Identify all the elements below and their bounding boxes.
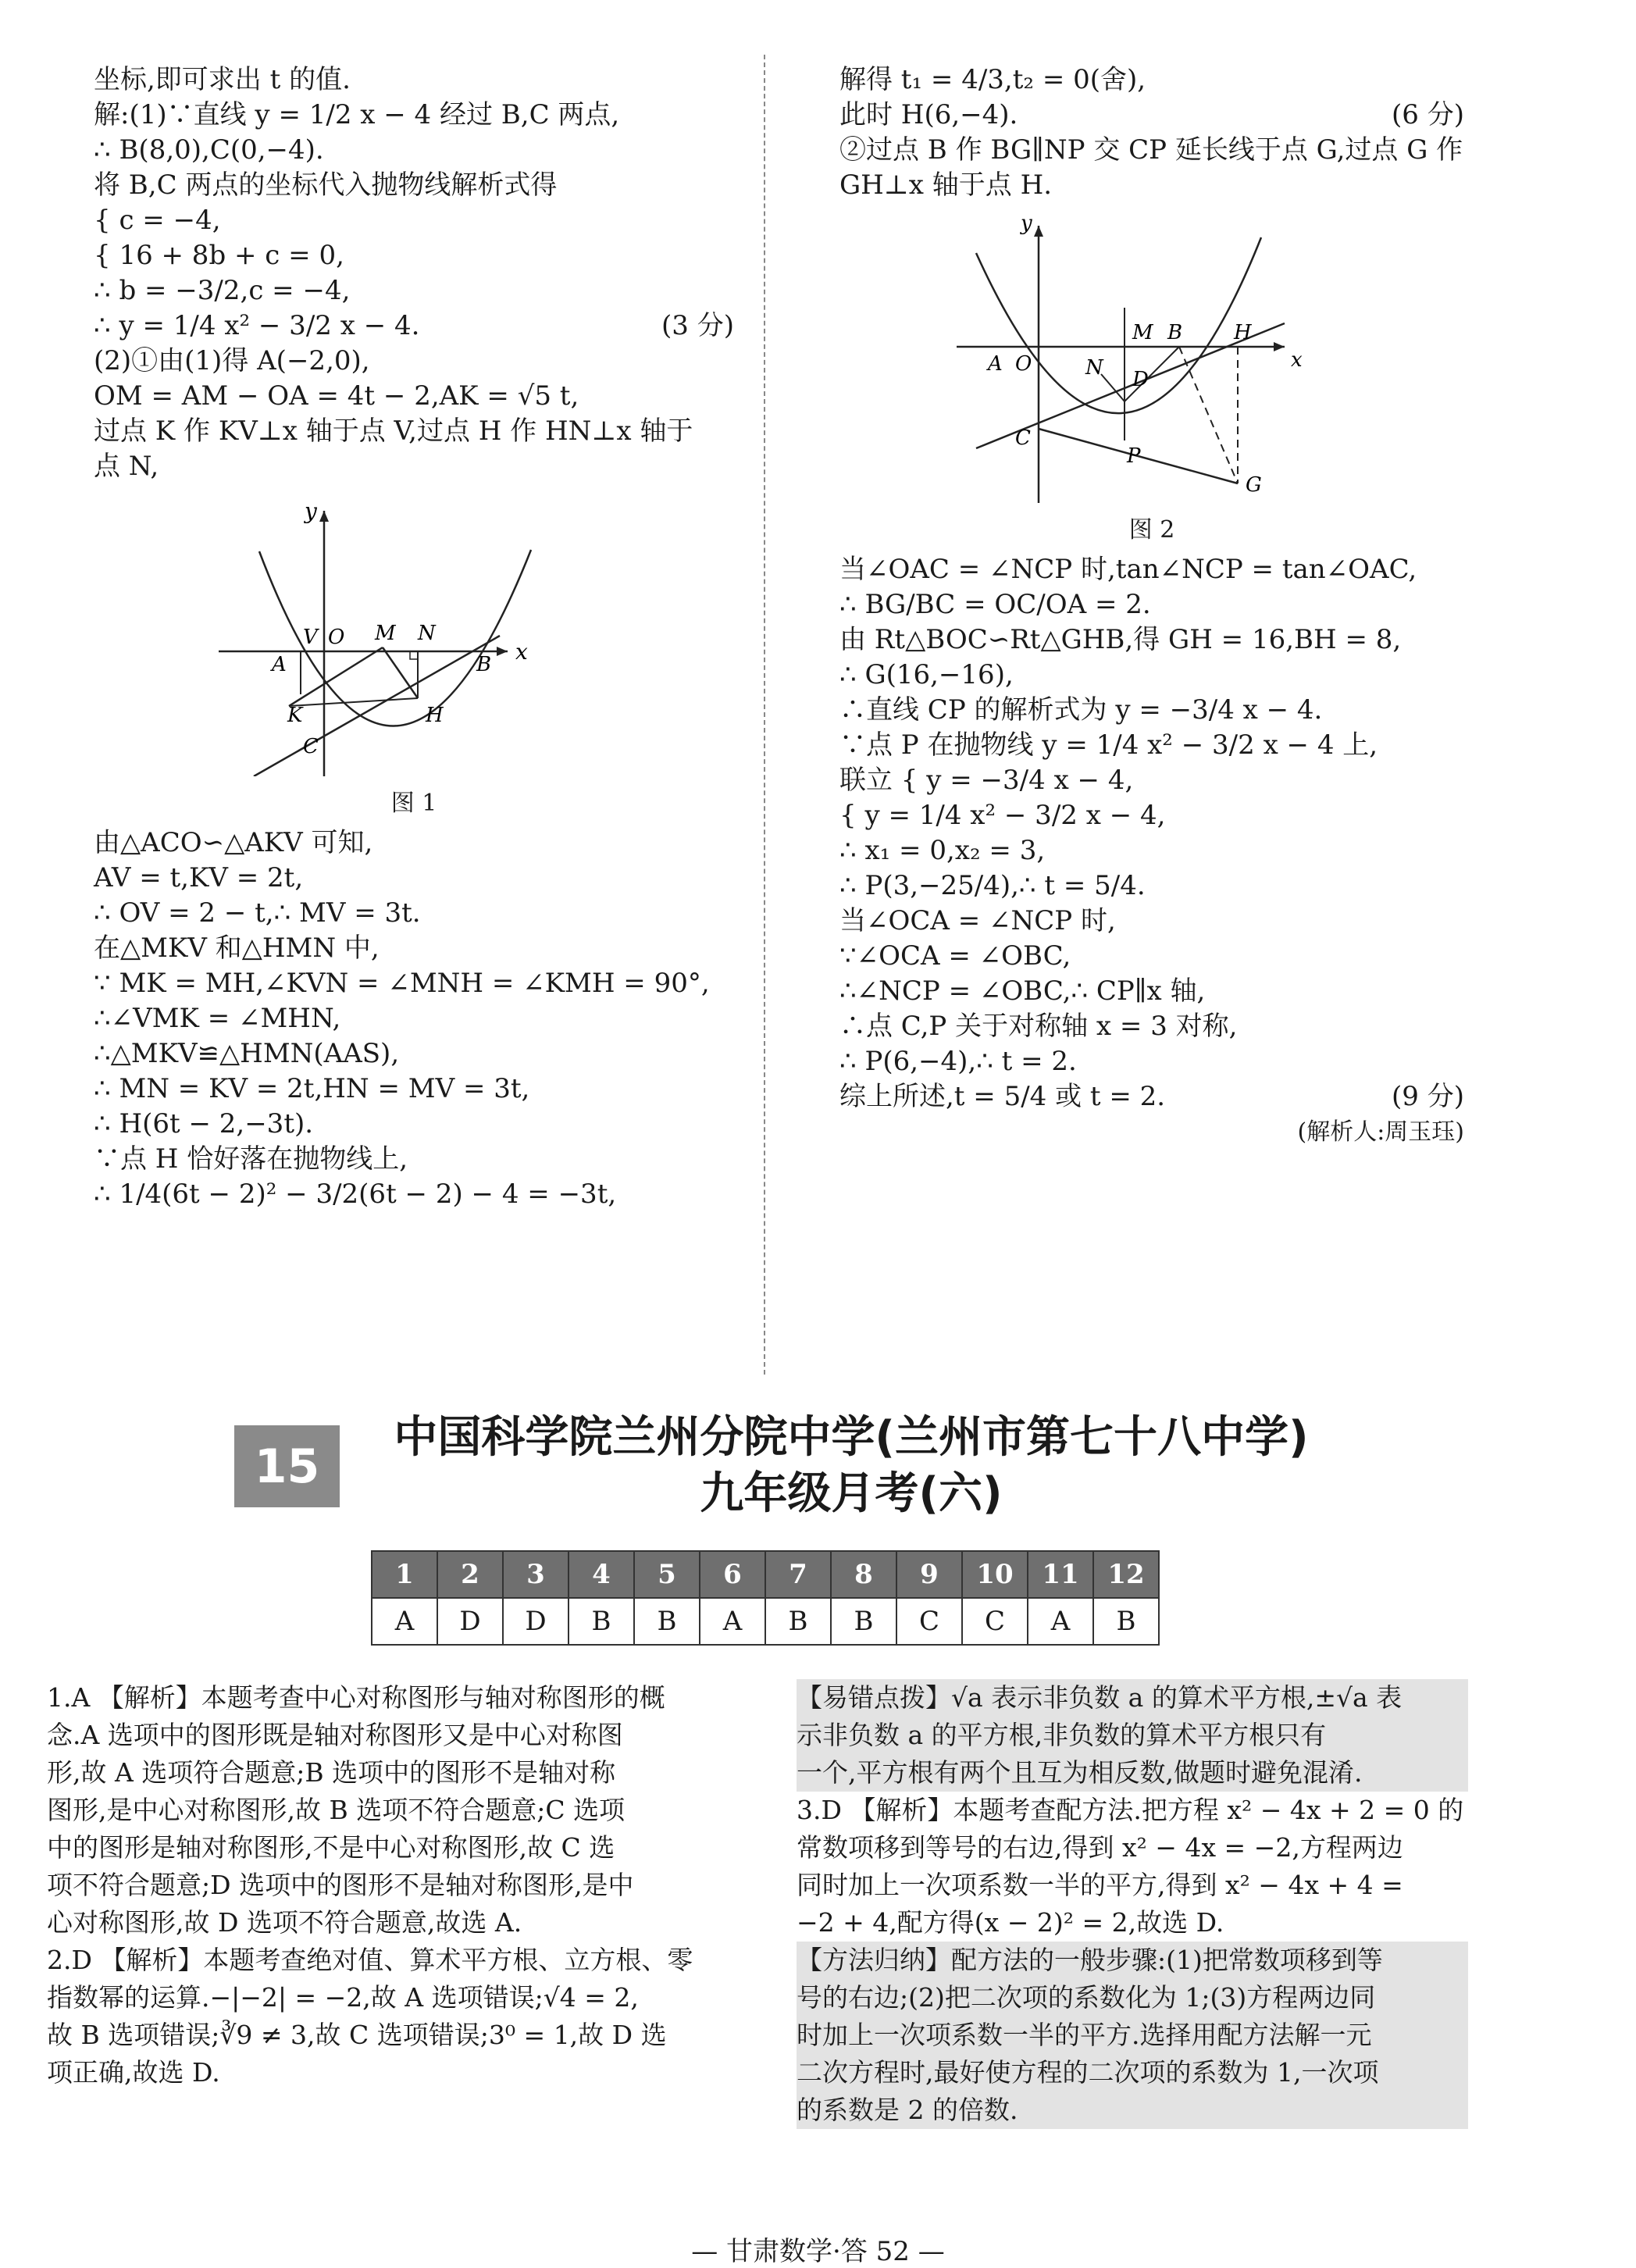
right-col-c-line: ∴ G(16,−16), xyxy=(839,659,1014,690)
answer-table-number-cell: 6 xyxy=(700,1551,765,1598)
answer-table-answer-cell: C xyxy=(896,1598,962,1645)
question-3-explanation xyxy=(797,1792,1468,1942)
fig1-label-A: A xyxy=(272,653,287,676)
score-line-2 xyxy=(839,98,1464,133)
page-footer: — 甘肃数学·答 52 — xyxy=(691,2236,945,2267)
column-divider xyxy=(764,55,765,1375)
bottom-right-method-line: 号的右边;(2)把二次项的系数化为 1;(3)方程两边同 xyxy=(797,1982,1376,2013)
answer-table-answer-cell: B xyxy=(765,1598,831,1645)
figure-2 xyxy=(839,214,1464,547)
fig1-label-H: H xyxy=(426,704,444,727)
score-line-3-text: 综上所述,t = 5/4 或 t = 2. xyxy=(839,1081,1166,1112)
bottom-left-column xyxy=(47,1679,734,2091)
bottom-right-column xyxy=(797,1679,1468,2129)
analyst-credit: (解析人:周玉珏) xyxy=(1297,1118,1464,1146)
left-col-b-line: 过点 K 作 KV⊥x 轴于点 V,过点 H 作 HN⊥x 轴于 xyxy=(94,415,693,447)
left-col-c-line: ∴ OV = 2 − t,∴ MV = 3t. xyxy=(94,897,421,929)
bottom-left-lines xyxy=(47,1679,734,2091)
fig1-label-N: N xyxy=(418,622,436,645)
bottom-left-line: 形,故 A 选项符合题意;B 选项中的图形不是轴对称 xyxy=(47,1757,616,1788)
fig2-label-G: G xyxy=(1246,473,1262,497)
section-title xyxy=(363,1410,1339,1522)
fig1-label-K: K xyxy=(287,704,303,727)
fig2-label-A: A xyxy=(988,352,1003,376)
figure-2-diagram xyxy=(839,214,1464,503)
left-col-b-line: (2)①由(1)得 A(−2,0), xyxy=(94,345,370,376)
right-col-c-line: ∵∠OCA = ∠OBC, xyxy=(839,940,1071,972)
right-col-c-line: ∴ P(3,−25/4),∴ t = 5/4. xyxy=(839,870,1146,901)
left-col-line: { c = −4, xyxy=(94,205,221,236)
fig2-label-M: M xyxy=(1132,321,1153,344)
left-col-line: 将 B,C 两点的坐标代入抛物线解析式得 xyxy=(94,169,558,201)
fig1-label-M: M xyxy=(375,622,396,645)
score-line-1 xyxy=(94,308,734,344)
bottom-right-q3-line: 3.D 【解析】本题考查配方法.把方程 x² − 4x + 2 = 0 的 xyxy=(797,1795,1464,1825)
left-col-c-line: 在△MKV 和△HMN 中, xyxy=(94,933,380,964)
answer-table-answer-cell: D xyxy=(437,1598,503,1645)
right-col-c-line: { y = 1/4 x² − 3/2 x − 4, xyxy=(839,800,1166,831)
figure-1-diagram xyxy=(94,495,734,776)
left-col-c-line: ∵点 H 恰好落在抛物线上, xyxy=(94,1143,408,1175)
answer-table-number-cell: 11 xyxy=(1028,1551,1093,1598)
left-lines-a xyxy=(94,62,734,308)
left-col-c-line: ∴ 1/4(6t − 2)² − 3/2(6t − 2) − 4 = −3t, xyxy=(94,1179,617,1210)
answer-table-answer-cell: C xyxy=(962,1598,1028,1645)
score-line-2-points: (6 分) xyxy=(1392,99,1464,130)
fig2-label-D: D xyxy=(1132,368,1149,391)
answer-table-answer-cell: A xyxy=(372,1598,437,1645)
fig1-label-C: C xyxy=(303,735,319,758)
bottom-right-q3-line: 常数项移到等号的右边,得到 x² − 4x = −2,方程两边 xyxy=(797,1832,1403,1863)
fig2-label-C: C xyxy=(1015,426,1031,450)
right-col-c-line: 当∠OAC = ∠NCP 时,tan∠NCP = tan∠OAC, xyxy=(839,554,1417,585)
fig2-label-N: N xyxy=(1085,356,1103,380)
left-col-c-line: ∵ MK = MH,∠KVN = ∠MNH = ∠KMH = 90°, xyxy=(94,968,710,999)
fig1-label-V: V xyxy=(303,626,318,649)
answer-table-answer-cell: D xyxy=(503,1598,569,1645)
bottom-right-method-line: 时加上一次项系数一半的平方.选择用配方法解一元 xyxy=(797,2020,1372,2050)
right-col-c-line: 当∠OCA = ∠NCP 时, xyxy=(839,905,1116,936)
left-col-line: { 16 + 8b + c = 0, xyxy=(94,240,344,271)
answer-table-answer-cell: A xyxy=(700,1598,765,1645)
figure-2-caption: 图 2 xyxy=(1128,516,1175,544)
answer-table-answer-cell: B xyxy=(1093,1598,1159,1645)
fig1-label-x: x xyxy=(515,639,528,665)
fig2-label-x: x xyxy=(1291,348,1303,372)
bottom-right-q3-line: −2 + 4,配方得(x − 2)² = 2,故选 D. xyxy=(797,1907,1224,1938)
left-lines-c xyxy=(94,826,734,1212)
answer-table-answer-cell: B xyxy=(634,1598,700,1645)
answer-table-answer-cell: B xyxy=(831,1598,896,1645)
error-tip-box xyxy=(797,1679,1468,1792)
fig2-label-O: O xyxy=(1015,352,1032,376)
right-col-c-line: ∴直线 CP 的解析式为 y = −3/4 x − 4. xyxy=(839,694,1323,726)
section-banner xyxy=(234,1410,1452,1527)
answer-table-number-cell: 3 xyxy=(503,1551,569,1598)
right-col-c-line: ∴∠NCP = ∠OBC,∴ CP∥x 轴, xyxy=(839,975,1206,1007)
left-col-c-line: 由△ACO∽△AKV 可知, xyxy=(94,827,373,858)
answer-table xyxy=(371,1550,1160,1646)
right-lines-b xyxy=(839,133,1464,203)
answer-table-number-cell: 2 xyxy=(437,1551,503,1598)
answer-table-number-cell: 9 xyxy=(896,1551,962,1598)
answer-table-answer-row xyxy=(372,1598,1159,1645)
figure-1 xyxy=(94,495,734,821)
fig1-label-y: y xyxy=(305,498,317,524)
bottom-left-line: 故 B 选项错误;∛9 ≠ 3,故 C 选项错误;3⁰ = 1,故 D 选 xyxy=(47,2020,667,2050)
bottom-left-line: 心对称图形,故 D 选项不符合题意,故选 A. xyxy=(47,1907,522,1938)
left-col-b-line: 点 N, xyxy=(94,451,159,482)
score-line-1-text: ∴ y = 1/4 x² − 3/2 x − 4. xyxy=(94,310,420,341)
fig1-label-B: B xyxy=(476,653,492,676)
bottom-left-line: 指数幂的运算.−|−2| = −2,故 A 选项错误;√4 = 2, xyxy=(47,1982,639,2013)
section-title-line-2: 九年级月考(六) xyxy=(700,1468,1003,1519)
left-column xyxy=(94,62,734,1212)
answer-table-number-cell: 1 xyxy=(372,1551,437,1598)
score-line-3-points: (9 分) xyxy=(1392,1081,1464,1112)
bottom-right-method-line: 【方法归纳】配方法的一般步骤:(1)把常数项移到等 xyxy=(797,1945,1383,1975)
left-col-c-line: ∴△MKV≌△HMN(AAS), xyxy=(94,1038,400,1069)
bottom-left-line: 图形,是中心对称图形,故 B 选项不符合题意;C 选项 xyxy=(47,1795,626,1825)
left-col-line: ∴ b = −3/2,c = −4, xyxy=(94,275,351,306)
score-line-1-points: (3 分) xyxy=(661,310,734,341)
right-col-c-line: ∴ P(6,−4),∴ t = 2. xyxy=(839,1046,1077,1077)
left-col-c-line: ∴∠VMK = ∠MHN, xyxy=(94,1003,341,1034)
answer-table-number-cell: 4 xyxy=(569,1551,634,1598)
answer-table-answer-cell: A xyxy=(1028,1598,1093,1645)
bottom-right-method-line: 二次方程时,最好使方程的二次项的系数为 1,一次项 xyxy=(797,2057,1379,2088)
answer-table-number-cell: 7 xyxy=(765,1551,831,1598)
figure-1-caption: 图 1 xyxy=(390,790,437,817)
fig2-label-B: B xyxy=(1167,321,1183,344)
left-col-c-line: AV = t,KV = 2t, xyxy=(94,862,304,893)
right-col-a-line: 解得 t₁ = 4/3,t₂ = 0(舍), xyxy=(839,64,1146,95)
score-line-2-text: 此时 H(6,−4). xyxy=(839,99,1018,130)
bottom-right-method-line: 的系数是 2 的倍数. xyxy=(797,2095,1018,2125)
right-col-b-line: GH⊥x 轴于点 H. xyxy=(839,169,1053,201)
method-summary-box xyxy=(797,1942,1468,2129)
answer-table-number-cell: 8 xyxy=(831,1551,896,1598)
answer-table-number-cell: 12 xyxy=(1093,1551,1159,1598)
right-col-c-line: 由 Rt△BOC∽Rt△GHB,得 GH = 16,BH = 8, xyxy=(839,624,1402,655)
section-title-line-1: 中国科学院兰州分院中学(兰州市第七十八中学) xyxy=(394,1412,1309,1463)
left-col-c-line: ∴ H(6t − 2,−3t). xyxy=(94,1108,314,1139)
right-lines-a xyxy=(839,62,1464,98)
left-col-c-line: ∴ MN = KV = 2t,HN = MV = 3t, xyxy=(94,1073,530,1104)
bottom-right-tip-line: 一个,平方根有两个且互为相反数,做题时避免混淆. xyxy=(797,1757,1363,1788)
answer-table-answer-cell: B xyxy=(569,1598,634,1645)
left-col-b-line: OM = AM − OA = 4t − 2,AK = √5 t, xyxy=(94,380,579,412)
bottom-right-tip-line: 【易错点拨】√a 表示非负数 a 的算术平方根,±√a 表 xyxy=(797,1682,1403,1713)
fig1-label-O: O xyxy=(328,626,345,649)
bottom-left-line: 念.A 选项中的图形既是轴对称图形又是中心对称图 xyxy=(47,1720,623,1750)
left-col-line: ∴ B(8,0),C(0,−4). xyxy=(94,134,324,166)
bottom-left-line: 1.A 【解析】本题考查中心对称图形与轴对称图形的概 xyxy=(47,1682,665,1713)
right-col-b-line: ②过点 B 作 BG∥NP 交 CP 延长线于点 G,过点 G 作 xyxy=(839,134,1463,166)
left-col-line: 坐标,即可求出 t 的值. xyxy=(94,64,351,95)
right-lines-c xyxy=(839,552,1464,1079)
right-column xyxy=(839,62,1464,1150)
fig2-label-y: y xyxy=(1021,214,1032,235)
answer-table-number-cell: 10 xyxy=(962,1551,1028,1598)
bottom-right-tip-line: 示非负数 a 的平方根,非负数的算术平方根只有 xyxy=(797,1720,1327,1750)
right-col-c-line: ∴ BG/BC = OC/OA = 2. xyxy=(839,589,1151,620)
answer-table-header-row xyxy=(372,1551,1159,1598)
bottom-left-line: 中的图形是轴对称图形,不是中心对称图形,故 C 选 xyxy=(47,1832,615,1863)
right-col-c-line: ∵点 P 在抛物线 y = 1/4 x² − 3/2 x − 4 上, xyxy=(839,729,1378,761)
fig2-label-P: P xyxy=(1127,444,1141,468)
answer-table-number-cell: 5 xyxy=(634,1551,700,1598)
bottom-left-line: 项正确,故选 D. xyxy=(47,2057,220,2088)
bottom-right-q3-line: 同时加上一次项系数一半的平方,得到 x² − 4x + 4 = xyxy=(797,1870,1403,1900)
score-line-3 xyxy=(839,1079,1464,1114)
fig2-label-H: H xyxy=(1234,321,1252,344)
bottom-left-line: 2.D 【解析】本题考查绝对值、算术平方根、立方根、零 xyxy=(47,1945,693,1975)
bottom-left-line: 项不符合题意;D 选项中的图形不是轴对称图形,是中 xyxy=(47,1870,634,1900)
left-col-line: 解:(1)∵直线 y = 1/2 x − 4 经过 B,C 两点, xyxy=(94,99,620,130)
right-col-c-line: 联立 { y = −3/4 x − 4, xyxy=(839,765,1134,796)
right-col-c-line: ∴ x₁ = 0,x₂ = 3, xyxy=(839,835,1046,866)
right-col-c-line: ∴点 C,P 关于对称轴 x = 3 对称, xyxy=(839,1011,1238,1042)
section-number-badge: 15 xyxy=(234,1425,340,1507)
left-lines-b xyxy=(94,344,734,484)
